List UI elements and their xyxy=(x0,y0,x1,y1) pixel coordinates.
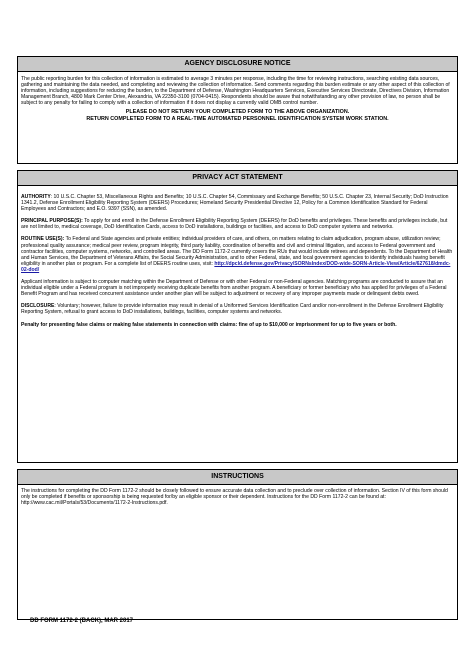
return-notice-2: RETURN COMPLETED FORM TO A REAL-TIME AUTOMATED PERSONNEL IDENTIFICATION SYSTEM WORK STATION. xyxy=(86,115,389,122)
penalty-paragraph: Penalty for presenting false claims or making false statements in connection with claims: fine of up to $10,000 or imprisonment for up to five years or both. xyxy=(21,321,397,328)
instructions-section xyxy=(17,469,458,620)
authority-text: : 10 U.S.C. Chapter 53, Miscellaneous Rights and Benefits; 10 U.S.C. Chapter 54, Commissary and Exchange Benefits; 50 U.S.C. Chapter 23, Internal Security; DoD Instruction 1341.2, Defense Enrollment Eligibility Reporting System (DEERS) Procedures; Homeland Security Presidential Directive 12, Policy for a Common Identification Standard for Federal Employees and Contractors; and E.O. 9397 (SSN), as amended. xyxy=(21,194,449,213)
routine-use-label: ROUTINE USE(S): xyxy=(21,236,65,243)
agency-disclosure-title: AGENCY DISCLOSURE NOTICE xyxy=(18,57,457,72)
form-page xyxy=(17,56,458,620)
sorn-link[interactable]: http://dpcld.defense.gov/Privacy/SORNsIndex/DOD-wide-SORN-Article-View/Article/627618/dmdc-02-dod/ xyxy=(21,260,451,273)
disclosure-label: DISCLOSURE xyxy=(21,303,55,310)
authority-paragraph xyxy=(18,194,457,212)
instructions-body: The instructions for completing the DD Form 1172-2 should be closely followed to ensure accurate data collection and to preclude over collection of information. Section IV of this form should only be completed if benefits or sponsorship is being requested for/by an eligible sponsor or their dependent. Instructions for the DD Form 1172-2 can be found at: http://www.cac.mil/Portals/53/Documents/1172-2-Instructions.pdf. xyxy=(21,488,448,507)
routine-use-text: To Federal and State agencies and private entities; individual providers of care, and others, on matters relating to claim adjudication, program abuse, utilization review; professional quality assurance; medical peer review, program integrity, third party liability, coordination of benefits and civil and criminal litigation, and access to Federal government and contractor facilities, computer systems, networks, and controlled areas. The DD Form 1172-2 currently covers the RUs that would include retirees and dependents. To the Department of Health and Human Services, the Department of Veterans Affairs, the Social Security Administration, and to other Federal, state, and local government agencies to identify individuals having benefit eligibility in another plan or program. For a complete list of DEERS routine uses, visit: xyxy=(21,236,453,267)
privacy-act-section xyxy=(17,170,458,463)
form-footer: DD FORM 1172-2 (BACK), MAR 2017 xyxy=(30,618,134,624)
disclosure-text: : Voluntary; however, failure to provide information may result in denial of a Uniformed Services Identification Card and/or non-enrollment in the Defense Enrollment Eligibility Reporting System, refusal to grant access to DoD installations, buildings, facilities, computer systems and networks. xyxy=(21,303,444,316)
privacy-act-title: PRIVACY ACT STATEMENT xyxy=(18,170,457,186)
authority-label: AUTHORITY xyxy=(21,194,51,200)
routine-use-paragraph xyxy=(18,236,457,273)
instructions-title: INSTRUCTIONS xyxy=(18,469,457,485)
purpose-label: PRINCIPAL PURPOSE(S): xyxy=(21,218,83,225)
agency-disclosure-section xyxy=(17,56,458,164)
disclosure-paragraph xyxy=(18,303,457,315)
return-notice-1: PLEASE DO NOT RETURN YOUR COMPLETED FORM TO THE ABOVE ORGANIZATION. xyxy=(125,109,350,116)
purpose-text: To apply for and enroll in the Defense Enrollment Eligibility Reporting System (DEERS) for DoD benefits and privileges. These benefits and privileges include, but are not limited to, medical coverage, DoD Identification Cards, access to DoD installations, buildings or facilities, and access to DoD computer systems and networks. xyxy=(21,218,448,231)
agency-disclosure-body: The public reporting burden for this collection of information is estimated to average 3 minutes per response, including the time for reviewing instructions, searching existing data sources, gathering and maintaining the data needed, and completing and reviewing the collection of information. Send comments regarding this burden estimate or any other aspect of this collection of information, including suggestions for reducing the burden, to the Department of Defense, Washington Headquarters Services, Executive Services Directorate, Directives Division, Information Management Branch, 4800 Mark Center Drive, Alexandria, VA 22350-3100 (0704-0415). Respondents should be aware that notwithstanding any other provision of law, no person shall be subject to any penalty for failing to comply with a collection of information if it does not display a currently valid OMB control number. xyxy=(21,76,450,107)
purpose-paragraph xyxy=(18,218,457,230)
computer-matching-paragraph: Applicant information is subject to computer matching within the Department of Defense or with other Federal or non-Federal agencies. Matching programs are conducted to assure that an individual eligible under a Federal program is not improperly receiving duplicate benefits from another program. A beneficiary or former beneficiary who has applied for privileges of a Federal Benefit Program and has received concurrent assistance under another plan will be subject to adjustment or recovery of any improper payments made or delinquent debts owed. xyxy=(21,279,447,298)
